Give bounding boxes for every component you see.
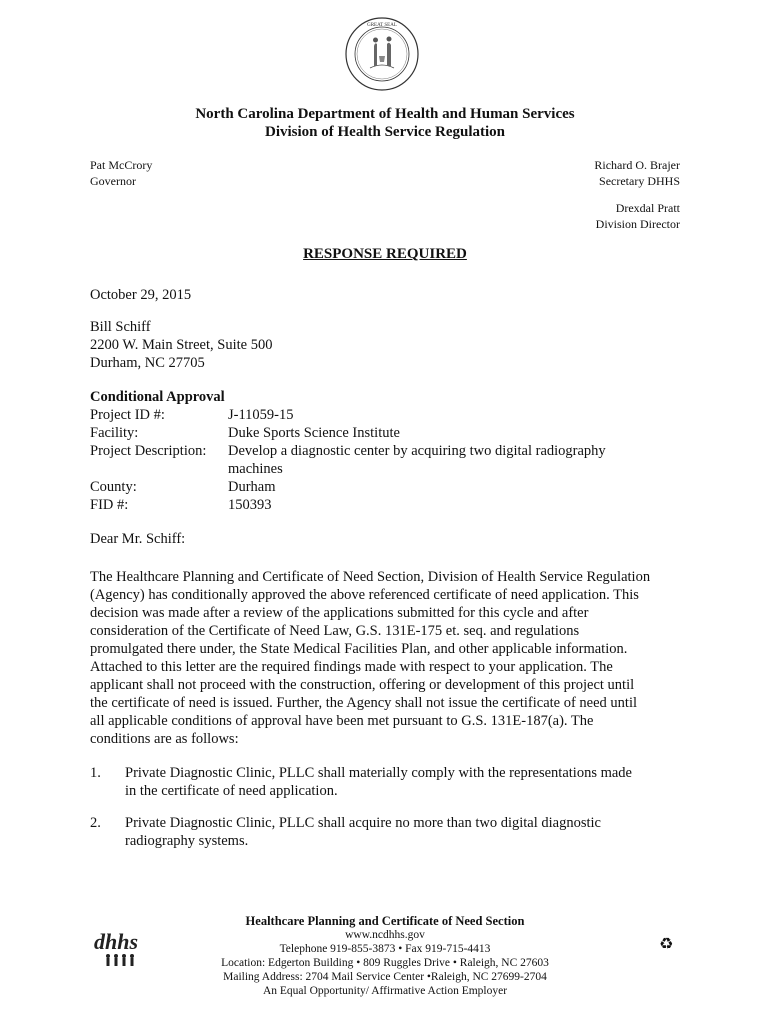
director-block: [596, 200, 680, 232]
footer-mailing: Mailing Address: 2704 Mail Service Center •Raleigh, NC 27699-2704: [223, 971, 547, 983]
division-name: Division of Health Service Regulation: [265, 124, 505, 140]
governor-block: [90, 157, 152, 189]
conditions-list: [90, 764, 710, 864]
footer-web: www.ncdhhs.gov: [345, 929, 425, 941]
dhhs-logo-icon: [92, 925, 154, 969]
svg-text:GREAT SEAL: GREAT SEAL: [367, 23, 397, 28]
field-label: FID #:: [90, 497, 129, 513]
recipient-city: Durham, NC 27705: [90, 355, 205, 371]
letter-date: October 29, 2015: [90, 287, 192, 303]
condition-number: 1.: [90, 765, 101, 781]
paragraph-line: applicant shall not proceed with the construction, offering or development of this project until: [90, 677, 635, 693]
governor-name: Pat McCrory: [90, 158, 153, 172]
governor-title: Governor: [90, 174, 136, 188]
field-row: [90, 496, 690, 514]
field-value: 150393: [228, 497, 272, 513]
footer-title: Healthcare Planning and Certificate of Need Section: [245, 914, 525, 928]
recipient-street: 2200 W. Main Street, Suite 500: [90, 337, 273, 353]
paragraph-line: Attached to this letter are the required findings made with respect to your application. The: [90, 659, 613, 675]
approval-block: [90, 388, 690, 514]
response-required-heading: RESPONSE REQUIRED: [303, 246, 467, 262]
recycle-icon: ♻: [659, 934, 674, 953]
footer-location: Location: Edgerton Building • 809 Ruggles Drive • Raleigh, NC 27603: [221, 957, 549, 969]
condition-text: Private Diagnostic Clinic, PLLC shall acquire no more than two digital diagnostic radiography systems.: [125, 815, 601, 849]
paragraph-line: the certificate of need is issued. Further, the Agency shall not issue the certificate of need until: [90, 695, 638, 711]
condition-item: [90, 814, 710, 850]
condition-text: Private Diagnostic Clinic, PLLC shall materially comply with the representations made in the certificate of need application.: [125, 765, 632, 799]
paragraph-line: decision was made after a review of the applications submitted for this cycle and after: [90, 605, 589, 621]
field-value: Duke Sports Science Institute: [228, 425, 400, 441]
paragraph-line: all applicable conditions of approval have been met pursuant to G.S. 131E-187(a). The: [90, 713, 594, 729]
condition-item: [90, 764, 710, 800]
field-row: [90, 442, 690, 478]
field-value: Durham: [228, 479, 276, 495]
recipient-address: [90, 318, 690, 372]
field-row: [90, 478, 690, 496]
paragraph-line: promulgated there under, the State Medical Facilities Plan, and other applicable information.: [90, 641, 628, 657]
field-label: Project ID #:: [90, 407, 165, 423]
paragraph-line: conditions are as follows:: [90, 731, 239, 747]
salutation: Dear Mr. Schiff:: [90, 531, 186, 547]
body-paragraph: [90, 568, 710, 748]
paragraph-line: consideration of the Certificate of Need Law, G.S. 131E-175 et. seq. and regulations: [90, 623, 580, 639]
director-name: Drexdal Pratt: [615, 201, 680, 215]
field-label: Facility:: [90, 425, 139, 441]
field-label: Project Description:: [90, 443, 207, 459]
field-row: [90, 406, 690, 424]
field-value: Develop a diagnostic center by acquiring two digital radiography machines: [228, 443, 606, 477]
field-label: County:: [90, 479, 137, 495]
director-title: Division Director: [595, 217, 680, 231]
footer-eoe: An Equal Opportunity/ Affirmative Action Employer: [262, 985, 508, 997]
paragraph-line: The Healthcare Planning and Certificate of Need Section, Division of Health Service Regulation: [90, 569, 651, 585]
condition-number: 2.: [90, 815, 101, 831]
field-value: J-11059-15: [228, 407, 294, 423]
recipient-name: Bill Schiff: [90, 319, 151, 335]
field-row: [90, 424, 690, 442]
department-name: North Carolina Department of Health and Human Services: [195, 106, 575, 122]
state-seal-icon: [344, 16, 420, 92]
svg-text:dhhs: dhhs: [94, 929, 139, 954]
paragraph-line: (Agency) has conditionally approved the above referenced certificate of need application. This: [90, 587, 639, 603]
secretary-block: [594, 157, 680, 189]
approval-heading: Conditional Approval: [90, 389, 225, 405]
footer-phone: Telephone 919-855-3873 • Fax 919-715-4413: [279, 943, 491, 955]
secretary-title: Secretary DHHS: [599, 174, 680, 188]
secretary-name: Richard O. Brajer: [594, 158, 680, 172]
